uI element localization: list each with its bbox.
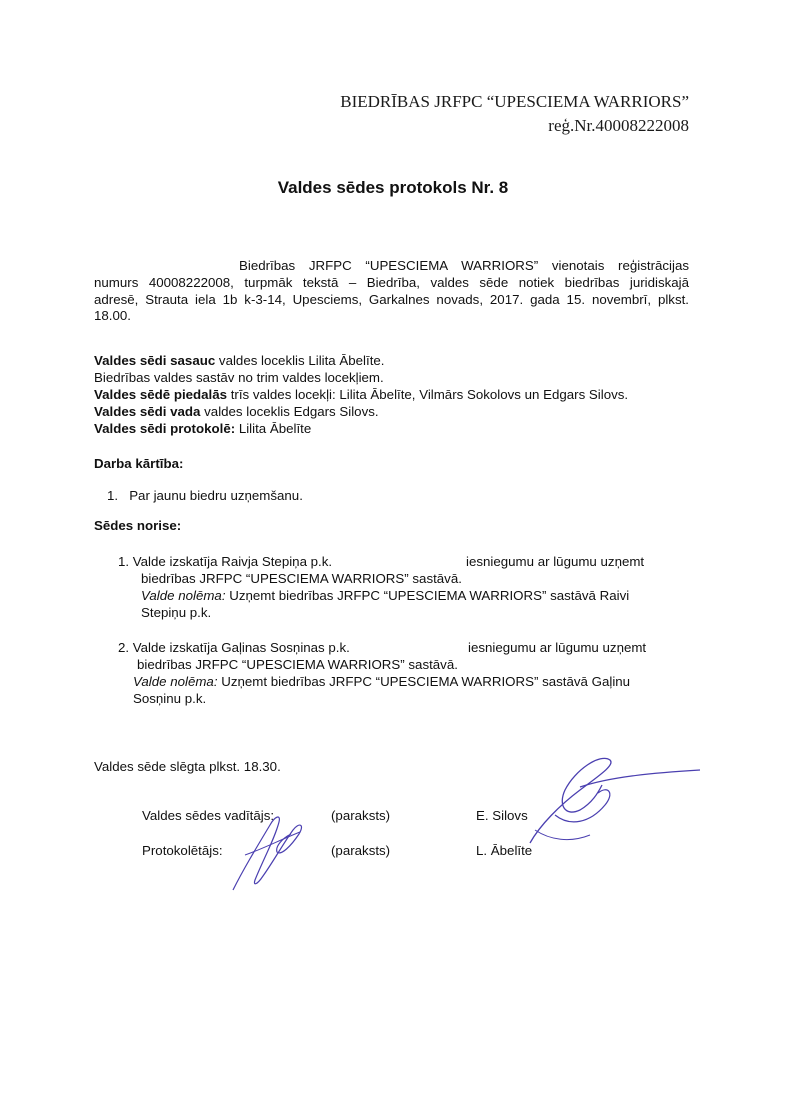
intro-line-4: 18.00.: [94, 308, 131, 324]
item2-line4: Sosņinu p.k.: [133, 691, 207, 706]
item2-line1b: iesniegumu ar lūgumu uzņemt: [468, 640, 647, 655]
attendance-line: [94, 387, 628, 402]
item1-line4: Stepiņu p.k.: [141, 605, 212, 620]
item1-line1a: 1. Valde izskatīja Raivja Stepiņa p.k.: [118, 554, 333, 569]
intro-line-3: adresē, Strauta iela 1b k-3-14, Upesciems, Garkalnes novads, 2017. gada 15. novembrī, plkst.: [94, 291, 689, 307]
agenda-item: [107, 488, 303, 503]
chair-line: [94, 404, 379, 419]
chair-name: E. Silovs: [476, 808, 528, 823]
convener-line: [94, 353, 384, 368]
attendance-text: trīs valdes locekļi: Lilita Ābelīte, Vilmārs Sokolovs un Edgars Silovs.: [227, 387, 629, 402]
document-title: Valdes sēdes protokols Nr. 8: [277, 178, 509, 197]
item1-decision-label: Valde nolēma:: [141, 588, 226, 603]
closing-line: Valdes sēde slēgta plkst. 18.30.: [94, 759, 281, 774]
chair-text: valdes loceklis Edgars Silovs.: [200, 404, 379, 419]
chair-signature-placeholder: (paraksts): [331, 808, 391, 823]
item2-decision-text: Uzņemt biedrības JRFPC “UPESCIEMA WARRIORS” sastāvā Gaļinu: [217, 674, 631, 689]
item1-line2: biedrības JRFPC “UPESCIEMA WARRIORS” sastāvā.: [141, 571, 462, 586]
intro-paragraph: [94, 258, 689, 325]
secretary-signature-placeholder: (paraksts): [331, 843, 391, 858]
item2-line1a: 2. Valde izskatīja Gaļinas Sosņinas p.k.: [118, 640, 350, 655]
secretary-name: L. Ābelīte: [476, 843, 533, 858]
composition-line: Biedrības valdes sastāv no trim valdes locekļiem.: [94, 370, 384, 385]
organization-name: BIEDRĪBAS JRFPC “UPESCIEMA WARRIORS”: [340, 92, 689, 111]
secretary-label: Valdes sēdi protokolē:: [94, 421, 236, 436]
secretary-line: [94, 421, 311, 436]
convener-label: Valdes sēdi sasauc: [94, 353, 216, 368]
secretary-role: Protokolētājs:: [142, 843, 223, 858]
proceedings-heading: Sēdes norise:: [94, 518, 182, 533]
chair-role: Valdes sēdes vadītājs:: [142, 808, 275, 823]
chair-label: Valdes sēdi vada: [94, 404, 201, 419]
intro-line-1: Biedrības JRFPC “UPESCIEMA WARRIORS” vienotais reģistrācijas: [239, 258, 689, 273]
agenda-heading: Darba kārtība:: [94, 456, 184, 471]
item2-decision: [133, 674, 630, 689]
registration-number: reģ.Nr.40008222008: [548, 116, 689, 135]
agenda-item-number: 1.: [107, 488, 119, 503]
convener-text: valdes loceklis Lilita Ābelīte.: [215, 353, 385, 368]
chair-handwritten-signature: [520, 755, 705, 850]
item2-line2: biedrības JRFPC “UPESCIEMA WARRIORS” sastāvā.: [137, 657, 458, 672]
secretary-handwritten-signature: [225, 810, 320, 895]
attendance-label: Valdes sēdē piedalās: [94, 387, 228, 402]
item2-decision-label: Valde nolēma:: [133, 674, 218, 689]
intro-line-2: numurs 40008222008, turpmāk tekstā – Biedrība, valdes sēde notiek biedrības juridiskajā: [94, 274, 689, 290]
item1-line1b: iesniegumu ar lūgumu uzņemt: [466, 554, 645, 569]
item1-decision-text: Uzņemt biedrības JRFPC “UPESCIEMA WARRIORS” sastāvā Raivi: [225, 588, 630, 603]
secretary-text: Lilita Ābelīte: [235, 421, 312, 436]
agenda-item-text: Par jaunu biedru uzņemšanu.: [129, 488, 303, 503]
item1-decision: [141, 588, 629, 603]
